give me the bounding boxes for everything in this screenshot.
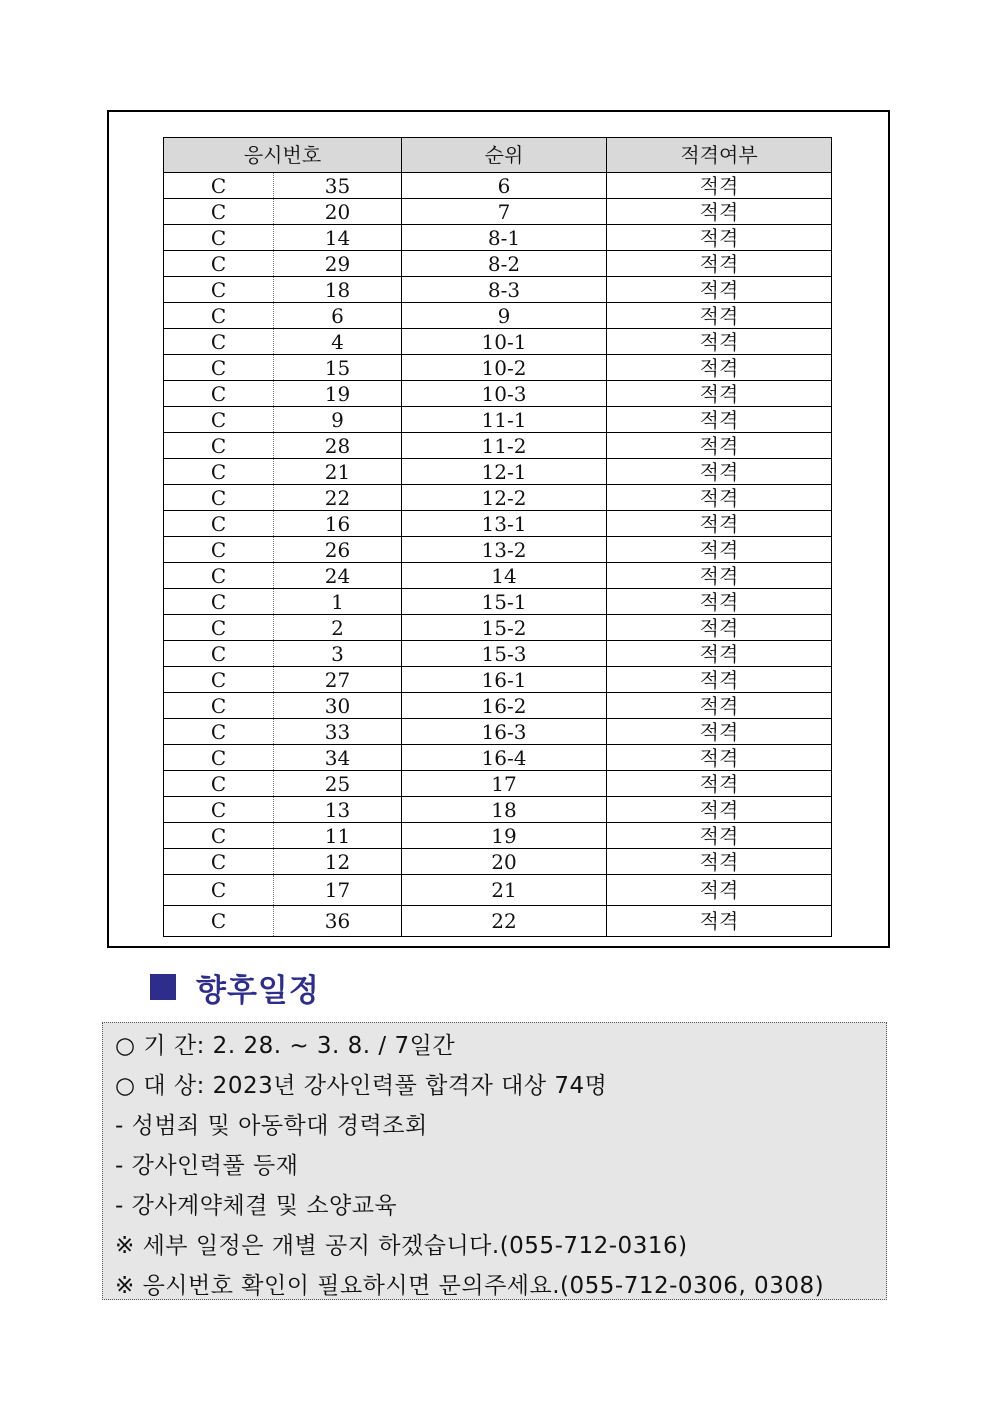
table-row [164, 823, 832, 849]
rank-cell: 18 [402, 797, 607, 823]
table-row [164, 615, 832, 641]
exam-number-cell: 12 [274, 849, 402, 875]
table-row [164, 225, 832, 251]
table-row [164, 485, 832, 511]
header-exam-number: 응시번호 [164, 138, 402, 173]
rank-cell: 14 [402, 563, 607, 589]
square-bullet-icon [150, 974, 176, 1000]
table-row [164, 303, 832, 329]
exam-prefix-cell: C [164, 433, 274, 459]
exam-number-cell: 34 [274, 745, 402, 771]
eligibility-cell: 적격 [607, 906, 832, 937]
rank-cell: 8-1 [402, 225, 607, 251]
rank-cell: 12-1 [402, 459, 607, 485]
exam-number-cell: 6 [274, 303, 402, 329]
table-row [164, 277, 832, 303]
rank-cell: 9 [402, 303, 607, 329]
eligibility-cell: 적격 [607, 823, 832, 849]
schedule-line-registration: - 강사인력풀 등재 [115, 1153, 299, 1179]
exam-prefix-cell: C [164, 381, 274, 407]
exam-prefix-cell: C [164, 589, 274, 615]
table-row [164, 719, 832, 745]
section-title: 향후일정 [196, 972, 320, 1009]
exam-prefix-cell: C [164, 823, 274, 849]
exam-prefix-cell: C [164, 693, 274, 719]
rank-cell: 16-2 [402, 693, 607, 719]
table-row [164, 771, 832, 797]
rank-cell: 6 [402, 173, 607, 199]
exam-prefix-cell: C [164, 407, 274, 433]
exam-number-cell: 28 [274, 433, 402, 459]
exam-number-cell: 36 [274, 906, 402, 937]
eligibility-cell: 적격 [607, 355, 832, 381]
table-row [164, 251, 832, 277]
schedule-line-notice: ※ 세부 일정은 개별 공지 하겠습니다.(055-712-0316) [115, 1233, 688, 1259]
exam-prefix-cell: C [164, 251, 274, 277]
exam-number-cell: 3 [274, 641, 402, 667]
exam-prefix-cell: C [164, 906, 274, 937]
rank-cell: 19 [402, 823, 607, 849]
table-row [164, 849, 832, 875]
exam-prefix-cell: C [164, 771, 274, 797]
exam-prefix-cell: C [164, 459, 274, 485]
rank-cell: 10-2 [402, 355, 607, 381]
eligibility-cell: 적격 [607, 563, 832, 589]
rank-cell: 11-1 [402, 407, 607, 433]
rank-cell: 13-1 [402, 511, 607, 537]
eligibility-cell: 적격 [607, 875, 832, 906]
header-eligibility: 적격여부 [607, 138, 832, 173]
table-body [164, 173, 832, 937]
section-heading [150, 965, 320, 1009]
result-table [163, 137, 832, 937]
rank-cell: 15-2 [402, 615, 607, 641]
schedule-box [102, 1022, 887, 1300]
rank-cell: 16-1 [402, 667, 607, 693]
exam-number-cell: 13 [274, 797, 402, 823]
eligibility-cell: 적격 [607, 641, 832, 667]
table-row [164, 199, 832, 225]
rank-cell: 10-3 [402, 381, 607, 407]
eligibility-cell: 적격 [607, 485, 832, 511]
schedule-line-period: ○ 기 간: 2. 28. ~ 3. 8. / 7일간 [115, 1033, 456, 1059]
eligibility-cell: 적격 [607, 381, 832, 407]
rank-cell: 12-2 [402, 485, 607, 511]
exam-number-cell: 30 [274, 693, 402, 719]
table-row [164, 667, 832, 693]
rank-cell: 11-2 [402, 433, 607, 459]
exam-prefix-cell: C [164, 797, 274, 823]
exam-number-cell: 2 [274, 615, 402, 641]
rank-cell: 16-4 [402, 745, 607, 771]
eligibility-cell: 적격 [607, 537, 832, 563]
exam-number-cell: 19 [274, 381, 402, 407]
eligibility-cell: 적격 [607, 277, 832, 303]
rank-cell: 17 [402, 771, 607, 797]
exam-prefix-cell: C [164, 173, 274, 199]
exam-number-cell: 20 [274, 199, 402, 225]
table-row [164, 906, 832, 937]
rank-cell: 15-3 [402, 641, 607, 667]
header-rank: 순위 [402, 138, 607, 173]
eligibility-cell: 적격 [607, 771, 832, 797]
eligibility-cell: 적격 [607, 251, 832, 277]
rank-cell: 15-1 [402, 589, 607, 615]
exam-number-cell: 22 [274, 485, 402, 511]
exam-prefix-cell: C [164, 849, 274, 875]
exam-number-cell: 16 [274, 511, 402, 537]
rank-cell: 13-2 [402, 537, 607, 563]
rank-cell: 8-2 [402, 251, 607, 277]
exam-prefix-cell: C [164, 225, 274, 251]
exam-number-cell: 15 [274, 355, 402, 381]
exam-prefix-cell: C [164, 719, 274, 745]
table-row [164, 641, 832, 667]
table-row [164, 693, 832, 719]
exam-prefix-cell: C [164, 485, 274, 511]
exam-number-cell: 33 [274, 719, 402, 745]
exam-number-cell: 9 [274, 407, 402, 433]
exam-number-cell: 18 [274, 277, 402, 303]
eligibility-cell: 적격 [607, 719, 832, 745]
exam-prefix-cell: C [164, 875, 274, 906]
exam-prefix-cell: C [164, 641, 274, 667]
exam-number-cell: 11 [274, 823, 402, 849]
eligibility-cell: 적격 [607, 199, 832, 225]
exam-number-cell: 25 [274, 771, 402, 797]
exam-prefix-cell: C [164, 563, 274, 589]
eligibility-cell: 적격 [607, 173, 832, 199]
table-row [164, 173, 832, 199]
rank-cell: 16-3 [402, 719, 607, 745]
schedule-line-background-check: - 성범죄 및 아동학대 경력조회 [115, 1113, 428, 1139]
result-table-frame [107, 110, 890, 948]
exam-number-cell: 26 [274, 537, 402, 563]
exam-prefix-cell: C [164, 511, 274, 537]
eligibility-cell: 적격 [607, 745, 832, 771]
eligibility-cell: 적격 [607, 459, 832, 485]
exam-prefix-cell: C [164, 277, 274, 303]
rank-cell: 22 [402, 906, 607, 937]
eligibility-cell: 적격 [607, 433, 832, 459]
table-row [164, 459, 832, 485]
exam-number-cell: 4 [274, 329, 402, 355]
exam-prefix-cell: C [164, 355, 274, 381]
table-row [164, 563, 832, 589]
eligibility-cell: 적격 [607, 225, 832, 251]
eligibility-cell: 적격 [607, 849, 832, 875]
exam-number-cell: 27 [274, 667, 402, 693]
exam-number-cell: 24 [274, 563, 402, 589]
eligibility-cell: 적격 [607, 797, 832, 823]
schedule-line-target: ○ 대 상: 2023년 강사인력풀 합격자 대상 74명 [115, 1073, 608, 1099]
exam-number-cell: 1 [274, 589, 402, 615]
eligibility-cell: 적격 [607, 511, 832, 537]
eligibility-cell: 적격 [607, 589, 832, 615]
table-header-row [164, 138, 832, 173]
table-row [164, 433, 832, 459]
exam-prefix-cell: C [164, 329, 274, 355]
exam-prefix-cell: C [164, 303, 274, 329]
eligibility-cell: 적격 [607, 407, 832, 433]
eligibility-cell: 적격 [607, 667, 832, 693]
rank-cell: 7 [402, 199, 607, 225]
exam-prefix-cell: C [164, 199, 274, 225]
exam-prefix-cell: C [164, 745, 274, 771]
table-row [164, 589, 832, 615]
exam-number-cell: 14 [274, 225, 402, 251]
eligibility-cell: 적격 [607, 329, 832, 355]
rank-cell: 21 [402, 875, 607, 906]
rank-cell: 8-3 [402, 277, 607, 303]
table-row [164, 355, 832, 381]
table-row [164, 381, 832, 407]
table-row [164, 407, 832, 433]
eligibility-cell: 적격 [607, 615, 832, 641]
table-row [164, 745, 832, 771]
table-row [164, 511, 832, 537]
exam-number-cell: 17 [274, 875, 402, 906]
exam-number-cell: 21 [274, 459, 402, 485]
table-row [164, 329, 832, 355]
exam-prefix-cell: C [164, 667, 274, 693]
eligibility-cell: 적격 [607, 303, 832, 329]
schedule-line-contract: - 강사계약체결 및 소양교육 [115, 1193, 398, 1219]
exam-number-cell: 35 [274, 173, 402, 199]
rank-cell: 20 [402, 849, 607, 875]
table-row [164, 797, 832, 823]
schedule-line-inquiry: ※ 응시번호 확인이 필요하시면 문의주세요.(055-712-0306, 0308) [115, 1273, 825, 1299]
exam-number-cell: 29 [274, 251, 402, 277]
rank-cell: 10-1 [402, 329, 607, 355]
table-row [164, 537, 832, 563]
exam-prefix-cell: C [164, 615, 274, 641]
exam-prefix-cell: C [164, 537, 274, 563]
eligibility-cell: 적격 [607, 693, 832, 719]
table-row [164, 875, 832, 906]
